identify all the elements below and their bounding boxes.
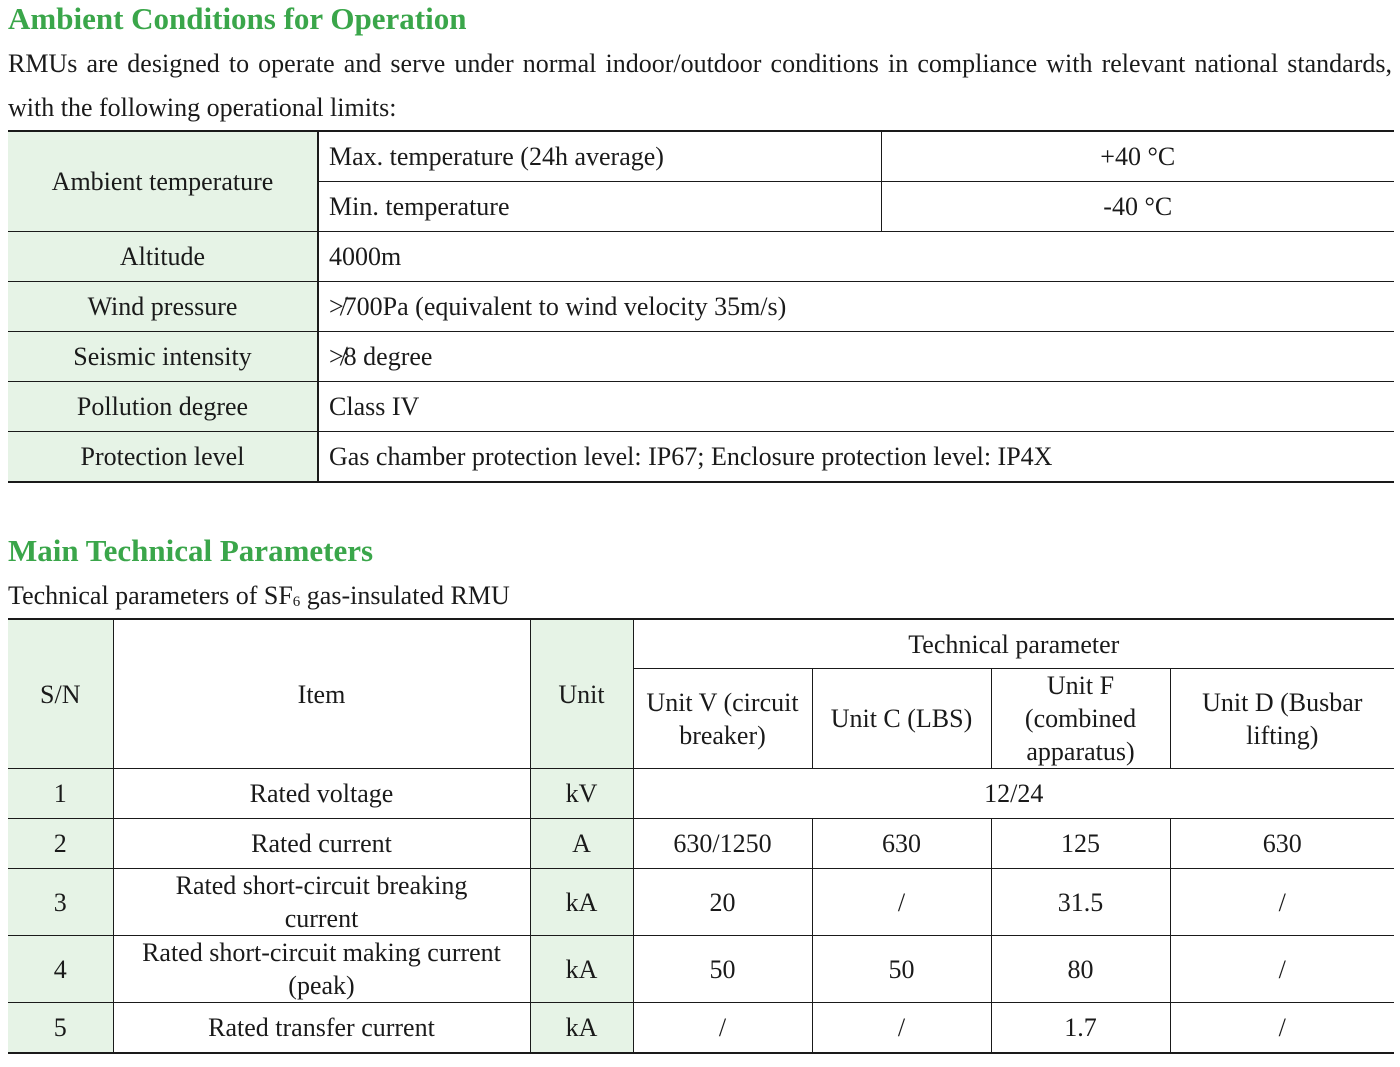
table-row: [8, 131, 1394, 182]
cell-sn: 5: [8, 1003, 113, 1054]
cell-unit-d: /: [1170, 869, 1394, 936]
seismic-intensity-label: Seismic intensity: [8, 332, 318, 382]
wind-pressure-label: Wind pressure: [8, 282, 318, 332]
min-temp-label: Min. temperature: [318, 182, 881, 232]
altitude-value: 4000m: [318, 232, 1394, 282]
table-row: [8, 382, 1394, 432]
section-title-main: Main Technical Parameters: [8, 533, 374, 568]
header-sn: S/N: [8, 619, 113, 769]
cell-unit-v: 20: [633, 869, 812, 936]
cell-sn: 3: [8, 869, 113, 936]
max-temp-label: Max. temperature (24h average): [318, 131, 881, 182]
cell-unit-c: /: [812, 1003, 991, 1054]
ambient-temperature-label: Ambient temperature: [8, 131, 318, 232]
caption-prefix: Technical parameters of SF: [8, 581, 293, 610]
cell-unit-f: 80: [991, 936, 1170, 1003]
seismic-intensity-value: ≯8 degree: [318, 332, 1394, 382]
cell-unit-f: 125: [991, 819, 1170, 869]
table-row: [8, 332, 1394, 382]
cell-unit-f: 1.7: [991, 1003, 1170, 1054]
cell-unit-v: 630/1250: [633, 819, 812, 869]
header-item: Item: [113, 619, 530, 769]
cell-unit-d: /: [1170, 1003, 1394, 1054]
table-row: [8, 1003, 1394, 1054]
cell-unit: kA: [530, 936, 633, 1003]
cell-unit-v: /: [633, 1003, 812, 1054]
header-technical-parameter: Technical parameter: [633, 619, 1394, 669]
cell-item: Rated short-circuit making current (peak): [113, 936, 530, 1003]
cell-unit: A: [530, 819, 633, 869]
cell-unit: kA: [530, 869, 633, 936]
pollution-degree-label: Pollution degree: [8, 382, 318, 432]
cell-sn: 4: [8, 936, 113, 1003]
cell-rated-voltage-value: 12/24: [633, 769, 1394, 819]
cell-unit-c: /: [812, 869, 991, 936]
cell-item: Rated short-circuit breaking current: [113, 869, 530, 936]
table-caption: [8, 578, 510, 620]
cell-unit-v: 50: [633, 936, 812, 1003]
header-unit-f: Unit F (combined apparatus): [991, 669, 1170, 769]
table-row: [8, 282, 1394, 332]
table-row: [8, 819, 1394, 869]
cell-unit-c: 50: [812, 936, 991, 1003]
cell-item: Rated transfer current: [113, 1003, 530, 1054]
cell-unit: kA: [530, 1003, 633, 1054]
max-temp-value: +40 °C: [881, 131, 1394, 182]
min-temp-value: -40 °C: [881, 182, 1394, 232]
pollution-degree-value: Class IV: [318, 382, 1394, 432]
caption-subscript: 6: [292, 594, 301, 610]
cell-unit-d: 630: [1170, 819, 1394, 869]
cell-unit-d: /: [1170, 936, 1394, 1003]
table-row: [8, 769, 1394, 819]
protection-level-value: Gas chamber protection level: IP67; Enclosure protection level: IP4X: [318, 432, 1394, 483]
ambient-conditions-table: [8, 130, 1394, 483]
table-row: [8, 869, 1394, 936]
header-unit-d: Unit D (Busbar lifting): [1170, 669, 1394, 769]
cell-unit: kV: [530, 769, 633, 819]
header-unit: Unit: [530, 619, 633, 769]
protection-level-label: Protection level: [8, 432, 318, 483]
cell-unit-c: 630: [812, 819, 991, 869]
cell-unit-f: 31.5: [991, 869, 1170, 936]
altitude-label: Altitude: [8, 232, 318, 282]
technical-parameters-table: [8, 618, 1394, 1054]
wind-pressure-value: ≯700Pa (equivalent to wind velocity 35m/s): [318, 282, 1394, 332]
ambient-intro: RMUs are designed to operate and serve under normal indoor/outdoor conditions in compliance with relevant national standards, with the following operational limits:: [8, 49, 1392, 122]
header-row: [8, 619, 1394, 669]
cell-sn: 1: [8, 769, 113, 819]
cell-item: Rated voltage: [113, 769, 530, 819]
header-unit-v: Unit V (circuit breaker): [633, 669, 812, 769]
table-row: [8, 936, 1394, 1003]
section-title-ambient: Ambient Conditions for Operation: [8, 1, 467, 36]
header-unit-c: Unit C (LBS): [812, 669, 991, 769]
cell-item: Rated current: [113, 819, 530, 869]
caption-suffix: gas-insulated RMU: [300, 581, 510, 610]
table-row: [8, 432, 1394, 483]
table-row: [8, 232, 1394, 282]
cell-sn: 2: [8, 819, 113, 869]
